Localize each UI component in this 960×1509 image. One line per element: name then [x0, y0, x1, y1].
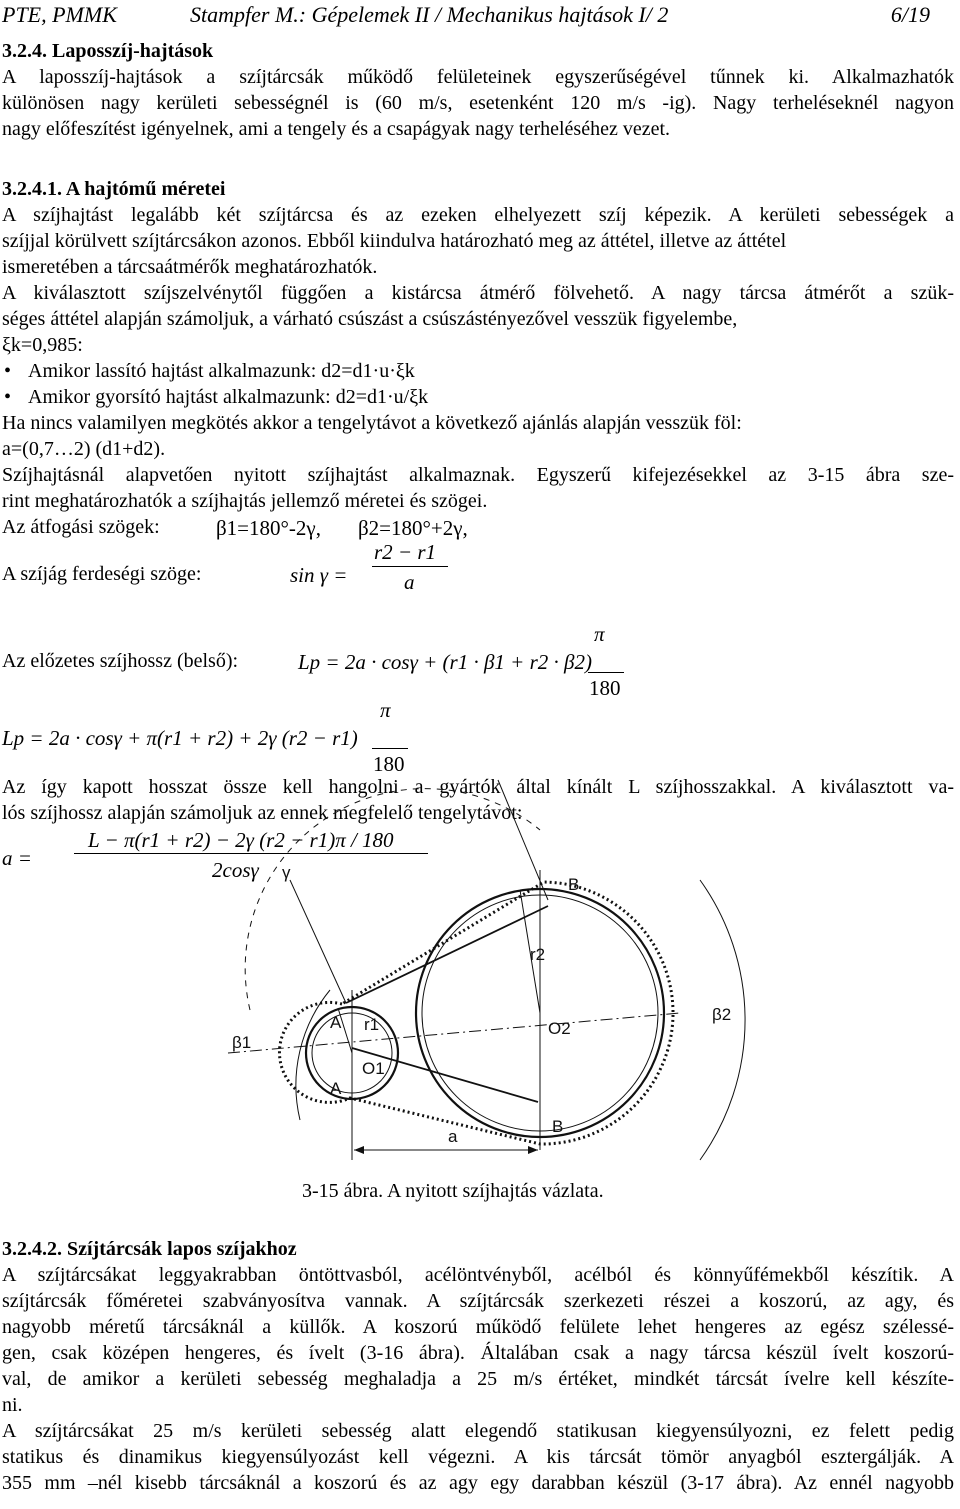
paragraph-line: A szíjtárcsákat leggyakrabban öntöttvasból, acélöntvényből, acélból és könnyűfémekből készítik. A: [2, 1264, 954, 1286]
sin-gamma-lhs: sin γ =: [290, 563, 348, 587]
figure-label-r2: r2: [530, 945, 546, 964]
paragraph-line: szíjjal körülvett szíjtárcsákon azonos. Ebből kiindulva határozható meg az áttétel, illetve az áttétel: [2, 230, 787, 252]
paragraph-line: Szíjhajtásnál alapvetően nyitott szíjhajtást alkalmaznak. Egyszerű kifejezésekkel az 3-15 ábra sze-: [2, 464, 954, 486]
paragraph-line: Az így kapott hosszat össze kell hangolni a gyártók által kínált L szíjhosszakkal. A kiválasztott va-: [2, 776, 954, 798]
denominator-180: 180: [373, 752, 405, 776]
paragraph-line: ni.: [2, 1394, 23, 1416]
paragraph-line: nagy előfeszítést igényelnek, ami a tengely és a csapágyak nagy terheléséhez vezet.: [2, 118, 671, 140]
fraction-bar: [372, 748, 408, 749]
pi-symbol: π: [380, 698, 391, 722]
pi-symbol: π: [594, 622, 605, 646]
a-lhs: a =: [2, 846, 32, 870]
figure-label-gamma: γ: [282, 863, 291, 882]
skew-angle-label: A szíjág ferdeségi szöge:: [2, 563, 202, 585]
section-title-3-2-4-2: 3.2.4.2. Szíjtárcsák lapos szíjakhoz: [2, 1238, 297, 1260]
length-formula-1: Lp = 2a · cosγ + (r1 · β1 + r2 · β2): [298, 650, 592, 674]
sin-numerator: r2 − r1: [374, 540, 437, 564]
fraction-bar: [588, 672, 624, 673]
beta2-formula: β2=180°+2γ,: [358, 516, 468, 540]
header-title: Stampfer M.: Gépelemek II / Mechanikus hajtások I/ 2: [190, 2, 669, 27]
figure-label-A-bottom: A: [330, 1079, 342, 1098]
paragraph-line: val, de amikor a kerületi sebesség meghaladja a 25 m/s értéket, mindkét tárcsát ívelre kell készíte-: [2, 1368, 954, 1390]
page-header: [2, 2, 952, 28]
paragraph-line: statikus és dinamikus kiegyensúlyozást kell végezni. A kis tárcsát tömör anyagból esztergálják. A: [2, 1446, 954, 1468]
figure-label-B-bottom: B: [552, 1117, 564, 1136]
paragraph-line: ismeretében a tárcsaátmérők meghatározhatók.: [2, 256, 378, 278]
paragraph-line: gen, csak középen hengeres, és ívelt (3-16 ábra). Általában csak a nagy tárcsa készül ívelt koszorú-: [2, 1342, 954, 1364]
paragraph-line: különösen nagy kerületi sebességnél is (60 m/s, esetenként 120 m/s -ig). Nagy terheléseknél nagyon: [2, 92, 954, 114]
length-formula-2: Lp = 2a · cosγ + π(r1 + r2) + 2γ (r2 − r1): [2, 726, 358, 750]
paragraph-line: A kiválasztott szíjszelvénytől függően a kistárcsa átmérő fölvehető. A nagy tárcsa átmérőt a szük-: [2, 282, 954, 304]
a-numerator: L − π(r1 + r2) − 2γ (r2 − r1)π / 180: [88, 828, 394, 852]
paragraph-line: A szíjtárcsákat 25 m/s kerületi sebesség alatt elegendő statikusan kiegyensúlyozni, ez felett pedig: [2, 1420, 954, 1442]
paragraph-line: A szíjhajtást legalább két szíjtárcsa és az ezeken elhelyezett szíj képezik. A kerületi sebességek a: [2, 204, 954, 226]
figure-label-B-top: B: [568, 875, 580, 894]
paragraph-line: Ha nincs valamilyen megkötés akkor a tengelytávot a következő ajánlás alapján vesszük föl:: [2, 412, 742, 434]
length-label: Az előzetes szíjhossz (belső):: [2, 650, 239, 672]
figure-label-A-top: A: [330, 1013, 342, 1032]
beta1-formula: β1=180°-2γ,: [216, 516, 321, 540]
paragraph-line: A laposszíj-hajtások a szíjtárcsák működő felületeinek egyszerűségével tűnnek ki. Alkalmazhatók: [2, 66, 954, 88]
figure-label-O2: O2: [548, 1019, 571, 1038]
paragraph-line: szíjtárcsák főméretei szabványosítva vannak. A szíjtárcsák szerkezeti részei a koszorú, az agy, és: [2, 1290, 954, 1312]
section-title-3-2-4: 3.2.4. Laposszíj-hajtások: [2, 40, 214, 62]
header-page-number: 6/19: [890, 2, 930, 27]
paragraph-line: rint meghatározhatók a szíjhajtás jellemző méretei és szögei.: [2, 490, 488, 512]
bullet-item: • Amikor gyorsító hajtást alkalmazunk: d2=d1·u/ξk: [28, 384, 954, 410]
paragraph-line: ξk=0,985:: [2, 334, 83, 356]
angles-label: Az átfogási szögek:: [2, 516, 160, 538]
figure-caption: 3-15 ábra. A nyitott szíjhajtás vázlata.: [302, 1180, 604, 1202]
figure-label-beta1: β1: [232, 1033, 252, 1052]
denominator-180: 180: [589, 676, 621, 700]
fraction-bar: [372, 566, 448, 567]
fraction-bar: [74, 853, 428, 854]
a-denominator: 2cosγ: [212, 858, 259, 882]
bullet-item: • Amikor lassító hajtást alkalmazunk: d2=d1·u·ξk: [28, 358, 954, 384]
section-title-3-2-4-1: 3.2.4.1. A hajtómű méretei: [2, 178, 226, 200]
paragraph-line: a=(0,7…2) (d1+d2).: [2, 438, 166, 460]
figure-label-a: a: [448, 1127, 458, 1146]
figure-label-O1: O1: [362, 1059, 385, 1078]
figure-label-r1: r1: [364, 1015, 380, 1034]
paragraph-line: nagyobb méretű tárcsáknál a küllők. A koszorú működő felülete lehet hengeres az egész szélessé-: [2, 1316, 954, 1338]
figure-label-beta2: β2: [712, 1005, 732, 1024]
paragraph-line: 355 mm –nél kisebb tárcsáknál a koszorú és az agy egy darabban készül (3-17 ábra). Az ennél nagyobb: [2, 1472, 954, 1494]
paragraph-line: séges áttétel alapján számoljuk, a várható csúszást a csúszástényezővel vesszük figyelembe,: [2, 308, 738, 330]
sin-denominator: a: [404, 570, 415, 594]
header-institution: PTE, PMMK: [2, 2, 117, 27]
paragraph-line: lós szíjhossz alapján számoljuk az ennek megfelelő tengelytávot:: [2, 802, 523, 824]
